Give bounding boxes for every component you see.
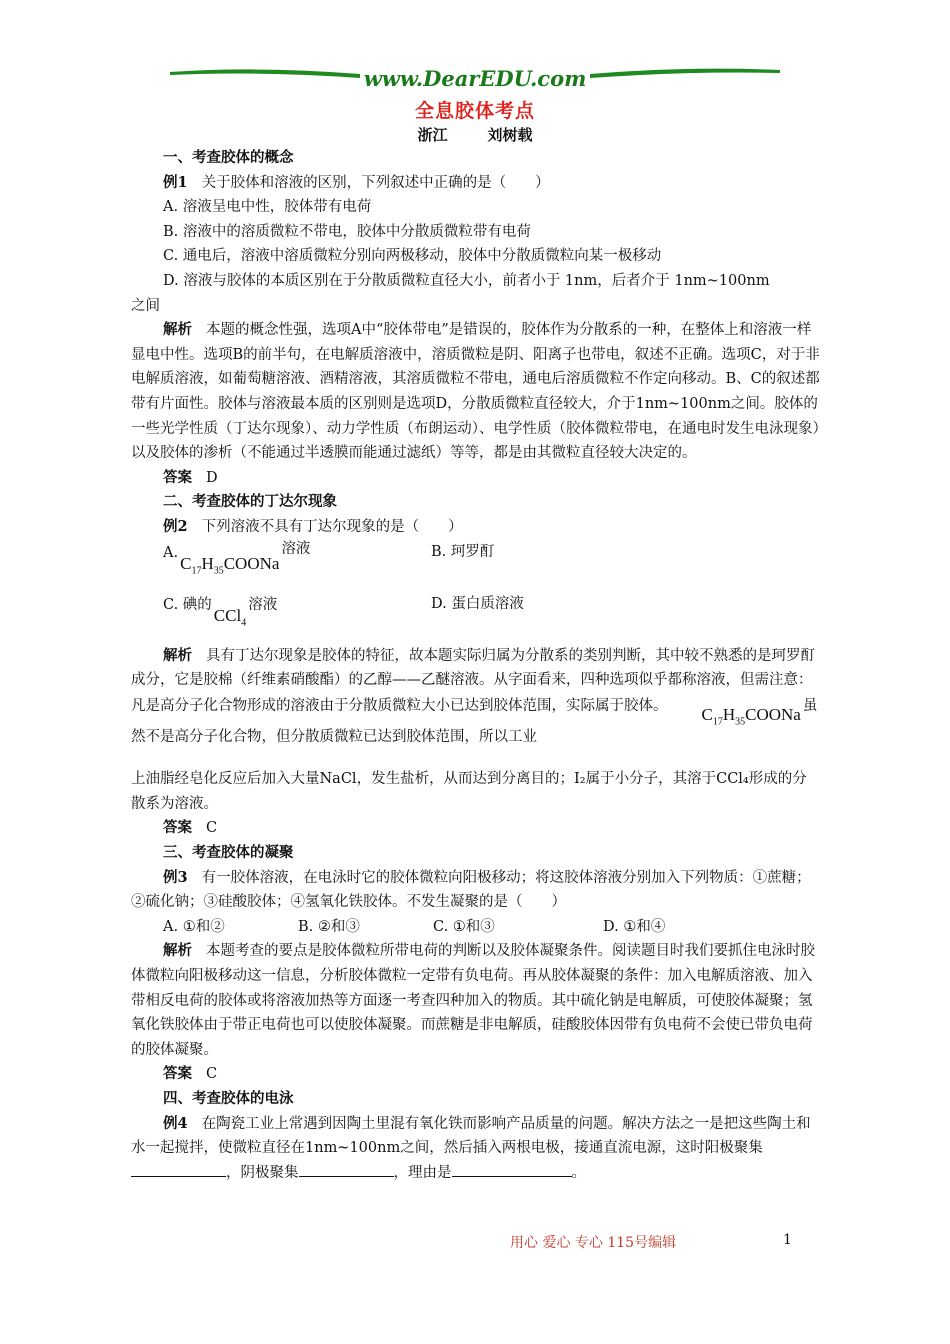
options-row [131, 540, 821, 592]
analysis-text: 具有丁达尔现象是胶体的特征，故本题实际归属为分散系的类别判断，其中较不熟悉的是珂罗酊成分，它是胶棉（纤维素硝酸酯）的乙醇——乙醚溶液。从字面看来，四种选项似乎都称溶液，但需注意：凡是高分子化合物形成的溶液由于分散质微粒大小已达到胶体范围，实际属于胶体。 [131, 647, 815, 714]
answer-blank-anode[interactable] [131, 1162, 226, 1177]
footer-text: 用心 爱心 专心 115号编辑 [510, 1235, 677, 1251]
section-heading: 一、考查胶体的概念 [163, 149, 294, 166]
answer-label: 答案 [163, 1065, 192, 1083]
example-label: 例3 [163, 868, 188, 886]
option-label: C. 碘的 [163, 596, 212, 613]
option-c: C. 通电后，溶液中溶质微粒分别向两极移动，胶体中分散质微粒向某一极移动 [163, 248, 662, 265]
analysis-text: 本题的概念性强，选项A中“胶体带电”是错误的，胶体作为分散系的一种，在整体上和溶液一样显电中性。选项B的前半句，在电解质溶液中，溶质微粒是阴、阳离子也带电，叙述不正确。选项C，对于非电解质溶液，如葡萄糖溶液、酒精溶液，其溶质微粒不带电，通电后溶质微粒不作定向移动。B、C的叙述都带有片面性。胶体与溶液最本质的区别则是选项D，分散质微粒直径较大，介于1nm~100nm之间。胶体的一些光学性质（丁达尔现象）、动力学性质（布朗运动）、电学性质（胶体微粒带电，在通电时发生电泳现象）以及胶体的渗析（不能通过半透膜而能通过滤纸）等等，都是由其微粒直径较大决定的。 [131, 322, 820, 462]
option-d: D. ①和④ [603, 918, 666, 935]
answer [131, 816, 821, 841]
analysis-text: 本题考查的要点是胶体微粒所带电荷的判断以及胶体凝聚条件。阅读题目时我们要抓住电泳时胶体微粒向阳极移动这一信息，分析胶体微粒一定带有负电荷。再从胶体凝聚的条件：加入电解质溶液、加入带相反电荷的胶体或将溶液加热等方面逐一考查四种加入的物质。其中硫化钠是电解质，可使胶体凝聚；氢氧化铁胶体由于带正电荷也可以使胶体凝聚。而蔗糖是非电解质，硅酸胶体因带有负电荷不会使已带负电荷的胶体凝聚。 [131, 943, 815, 1058]
analysis-text: 虽然不是高分子化合物，但分散质微粒已达到胶体范围，所以工业 [131, 697, 818, 745]
question-text: ，理由是 [393, 1164, 452, 1181]
answer-blank-reason[interactable] [452, 1162, 572, 1177]
option-text: 溶液 [248, 596, 278, 613]
answer [131, 1062, 821, 1087]
answer-label: 答案 [163, 468, 192, 486]
section-heading: 四、考查胶体的电泳 [163, 1089, 294, 1107]
author-region: 浙江 [417, 126, 448, 144]
question-text: 关于胶体和溶液的区别，下列叙述中正确的是（ ） [201, 174, 550, 191]
option-d: D. 溶液与胶体的本质区别在于分散质微粒直径大小，前者小于 1nm，后者介于 1nm~100nm [163, 272, 770, 289]
page-title: 全息胶体考点 [414, 100, 535, 122]
options-row [131, 592, 821, 644]
analysis-label: 解析 [163, 321, 192, 339]
author-line [0, 124, 950, 145]
section-heading: 二、考查胶体的丁达尔现象 [163, 493, 337, 511]
document-body [131, 146, 821, 1185]
option-b: B. ②和③ [298, 918, 360, 935]
answer-value: C [206, 1066, 218, 1083]
option-a [163, 540, 431, 592]
option-c: C. ①和③ [433, 918, 495, 935]
answer-value: C [206, 820, 218, 837]
answer-label: 答案 [163, 819, 192, 837]
analysis [131, 318, 821, 466]
page-number: 1 [783, 1232, 792, 1248]
chem-formula: $C_{17}H_{35}COONa$ [180, 553, 280, 576]
answer-blank-cathode[interactable] [299, 1162, 394, 1177]
example-question [131, 1112, 821, 1186]
chem-formula: $C_{17}H_{35}COONa$ [701, 704, 801, 728]
analysis-cont: 上油脂经皂化反应后加入大量NaCl，发生盐析，从而达到分离目的；I₂属于小分子，其溶于CCl₄形成的分散系为溶液。 [131, 771, 807, 812]
question-text: 。 [571, 1164, 586, 1181]
question-text: 有一胶体溶液，在电泳时它的胶体微粒向阳极移动；将这胶体溶液分别加入下列物质：①蔗糖；②硫化钠；③硅酸胶体；④氢氧化铁胶体。不发生凝聚的是（ ） [131, 869, 811, 911]
answer [131, 466, 821, 491]
example-label: 例4 [163, 1114, 188, 1132]
site-header [170, 62, 780, 92]
option-a: A. 溶液呈电中性，胶体带有电荷 [163, 199, 372, 216]
analysis [131, 644, 821, 750]
option-b: B. 溶液中的溶质微粒不带电，胶体中分散质微粒带有电荷 [163, 223, 531, 240]
question-text: ，阴极聚集 [226, 1164, 299, 1181]
example-question [131, 171, 821, 196]
option-d-cont: 之间 [131, 297, 160, 314]
analysis-label: 解析 [163, 646, 192, 664]
example-label: 例1 [163, 173, 188, 191]
option-c [163, 592, 431, 644]
option-b: B. 珂罗酊 [431, 543, 495, 560]
option-text: 溶液 [281, 540, 311, 557]
question-text: 下列溶液不具有丁达尔现象的是（ ） [201, 518, 463, 535]
question-text: 在陶瓷工业上常遇到因陶土里混有氧化铁而影响产品质量的问题。解决方法之一是把这些陶土和水一起搅拌，使微粒直径在1nm~100nm之间，然后插入两根电极，接通直流电源，这时阳极聚集 [131, 1115, 811, 1157]
example-question [131, 515, 821, 540]
option-d: D. 蛋白质溶液 [431, 595, 524, 612]
section-heading: 三、考查胶体的凝聚 [163, 844, 294, 862]
chem-formula: CCl$_4$ [213, 605, 247, 628]
analysis-label: 解析 [163, 942, 192, 960]
option-label: A. [163, 544, 179, 561]
analysis [131, 939, 821, 1062]
site-name[interactable]: www.DearEDU.com [363, 66, 587, 91]
example-question [131, 866, 821, 915]
example-label: 例2 [163, 517, 188, 535]
option-a: A. ①和② [163, 918, 225, 935]
author-name: 刘树载 [487, 126, 533, 144]
answer-value: D [206, 469, 218, 486]
options-row [131, 915, 821, 940]
